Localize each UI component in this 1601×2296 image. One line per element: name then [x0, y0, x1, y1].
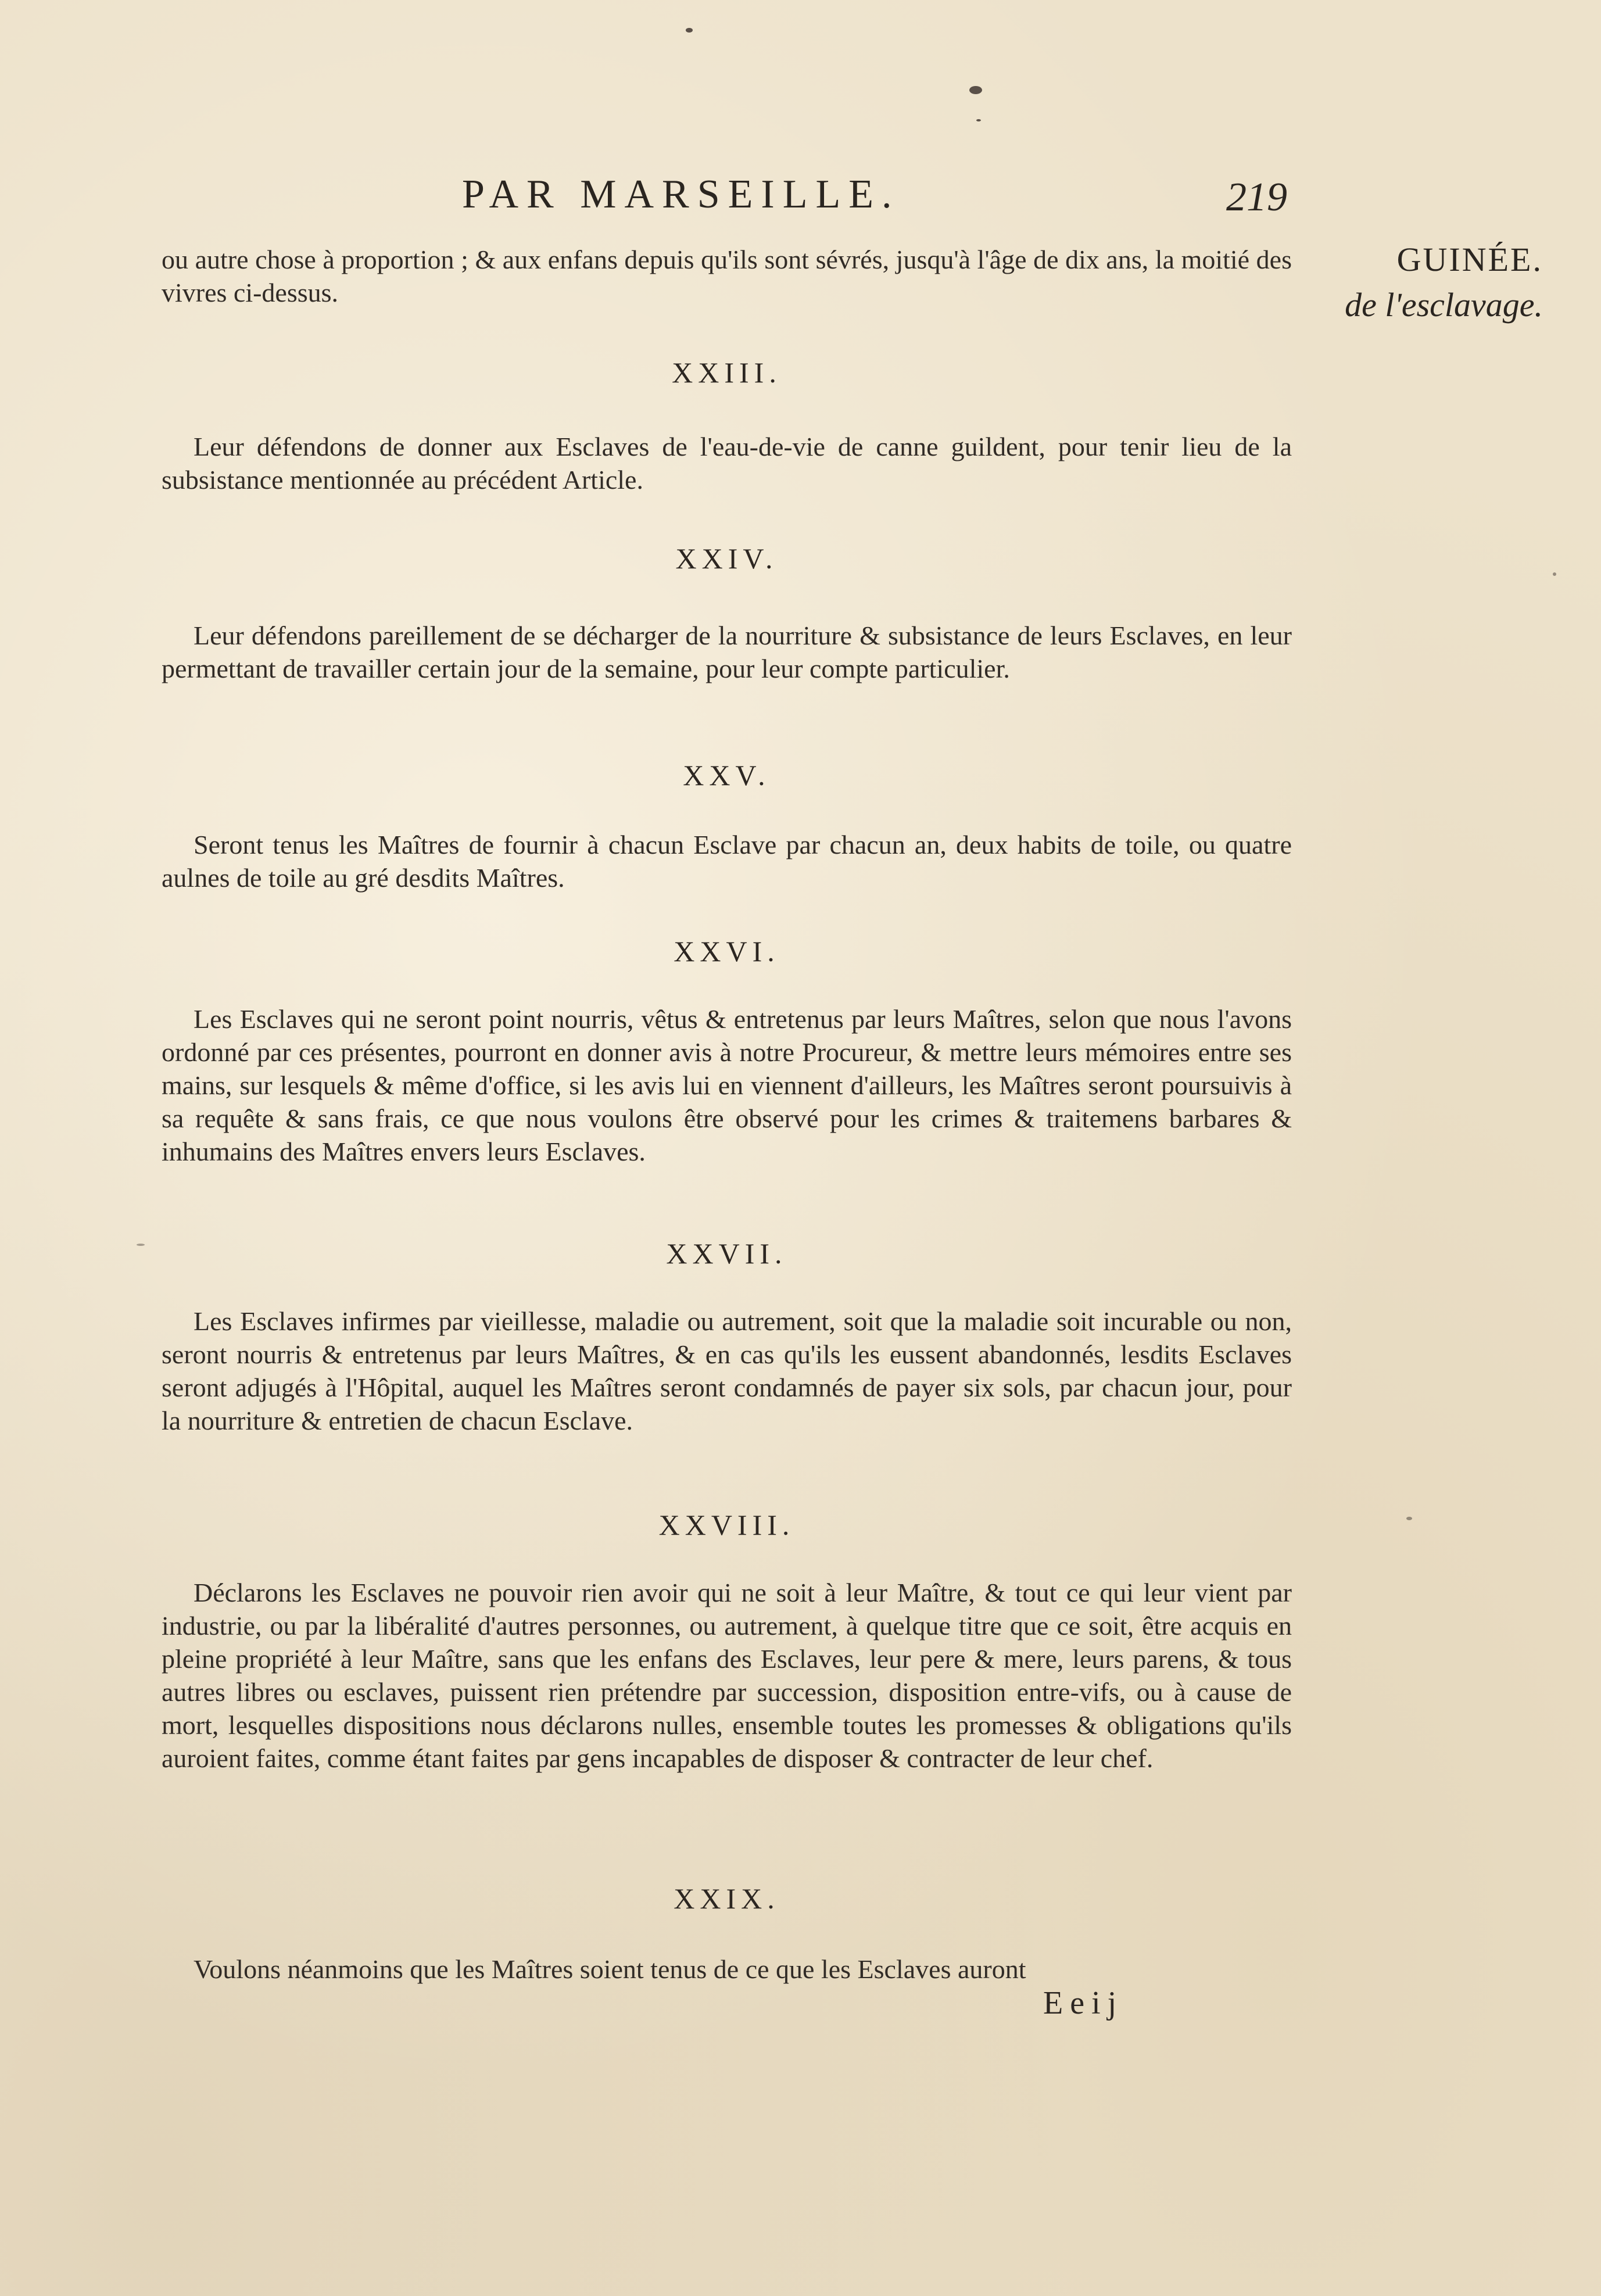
article-heading-xxviii: XXVIII. — [658, 1509, 795, 1541]
article-heading-xxiii: XXIII. — [672, 356, 782, 389]
margin-note-title: GUINÉE. — [1396, 241, 1543, 278]
ink-speck — [1406, 1517, 1412, 1520]
paragraph-article-xxiv: Leur défendons pareillement de se décharger de la nourriture & subsistance de leurs Esclaves, en leur permettant de travailler certain jour de la semaine, pour leur compte particulier. — [162, 621, 1292, 683]
paragraph-intro: ou autre chose à proportion ; & aux enfans depuis qu'ils sont sévrés, jusqu'à l'âge de dix ans, la moitié des vivres ci-dessus. — [162, 245, 1292, 307]
ink-speck — [686, 28, 693, 33]
article-heading-xxv: XXV. — [683, 759, 771, 791]
ink-speck — [1553, 572, 1556, 576]
article-heading-xxvii: XXVII. — [666, 1237, 787, 1270]
ink-speck — [137, 1244, 145, 1246]
paragraph-article-xxiii: Leur défendons de donner aux Esclaves de l'eau-de-vie de canne guildent, pour tenir lieu de la subsistance mentionnée au précédent Article. — [162, 432, 1292, 495]
article-heading-xxvi: XXVI. — [674, 935, 780, 968]
paragraph-article-xxvi: Les Esclaves qui ne seront point nourris, vêtus & entretenus par leurs Maîtres, selon que nous l'avons ordonné par ces présentes, pourront en donner avis à notre Procureur, & mettre leurs mémoires entre ses mains, sur lesquels & même d'office, si les avis lui en viennent d'ailleurs, les Maîtres seront poursuivis à sa requête & sans frais, ce que nous voulons être observé pour les crimes & traitemens barbares & inhumains des Maîtres envers leurs Esclaves. — [162, 1004, 1292, 1166]
margin-note-subtitle: de l'esclavage. — [1345, 286, 1543, 324]
page-number: 219 — [1226, 175, 1287, 220]
article-heading-xxix: XXIX. — [674, 1882, 780, 1915]
running-title: PAR MARSEILLE. — [462, 172, 900, 217]
ink-speck — [976, 119, 981, 121]
paragraph-article-xxix: Voulons néanmoins que les Maîtres soient tenus de ce que les Esclaves auront — [194, 1954, 1026, 1984]
paragraph-article-xxviii: Déclarons les Esclaves ne pouvoir rien avoir qui ne soit à leur Maître, & tout ce qui leur vient par industrie, ou par la libéralité d'autres personnes, ou autrement, à quelque titre que ce soit, être acquis en pleine propriété à leur Maître, sans que les enfans des Esclaves, leur pere & mere, leurs parens, & tous autres libres ou esclaves, puissent rien prétendre par succession, disposition entre-vifs, ou à cause de mort, lesquelles dispositions nous déclarons nulles, ensemble toutes les promesses & obligations qu'ils auroient faites, comme étant faites par gens incapables de disposer & contracter de leur chef. — [162, 1578, 1292, 1773]
margin-note — [1299, 237, 1543, 328]
paragraph-article-xxv: Seront tenus les Maîtres de fournir à chacun Esclave par chacun an, deux habits de toile, ou quatre aulnes de toile au gré desdits Maîtres. — [162, 830, 1292, 893]
signature-mark: Eeij — [1043, 1985, 1124, 2021]
paragraph-article-xxvii: Les Esclaves infirmes par vieillesse, maladie ou autrement, soit que la maladie soit incurable ou non, seront nourris & entretenus par leurs Maîtres, & en cas qu'ils les eussent abandonnés, lesdits Esclaves seront adjugés à l'Hôpital, auquel les Maîtres seront condamnés de payer six sols, par chacun jour, pour la nourriture & entretien de chacun Esclave. — [162, 1306, 1292, 1435]
ink-speck — [969, 86, 982, 94]
article-heading-xxiv: XXIV. — [675, 542, 778, 575]
